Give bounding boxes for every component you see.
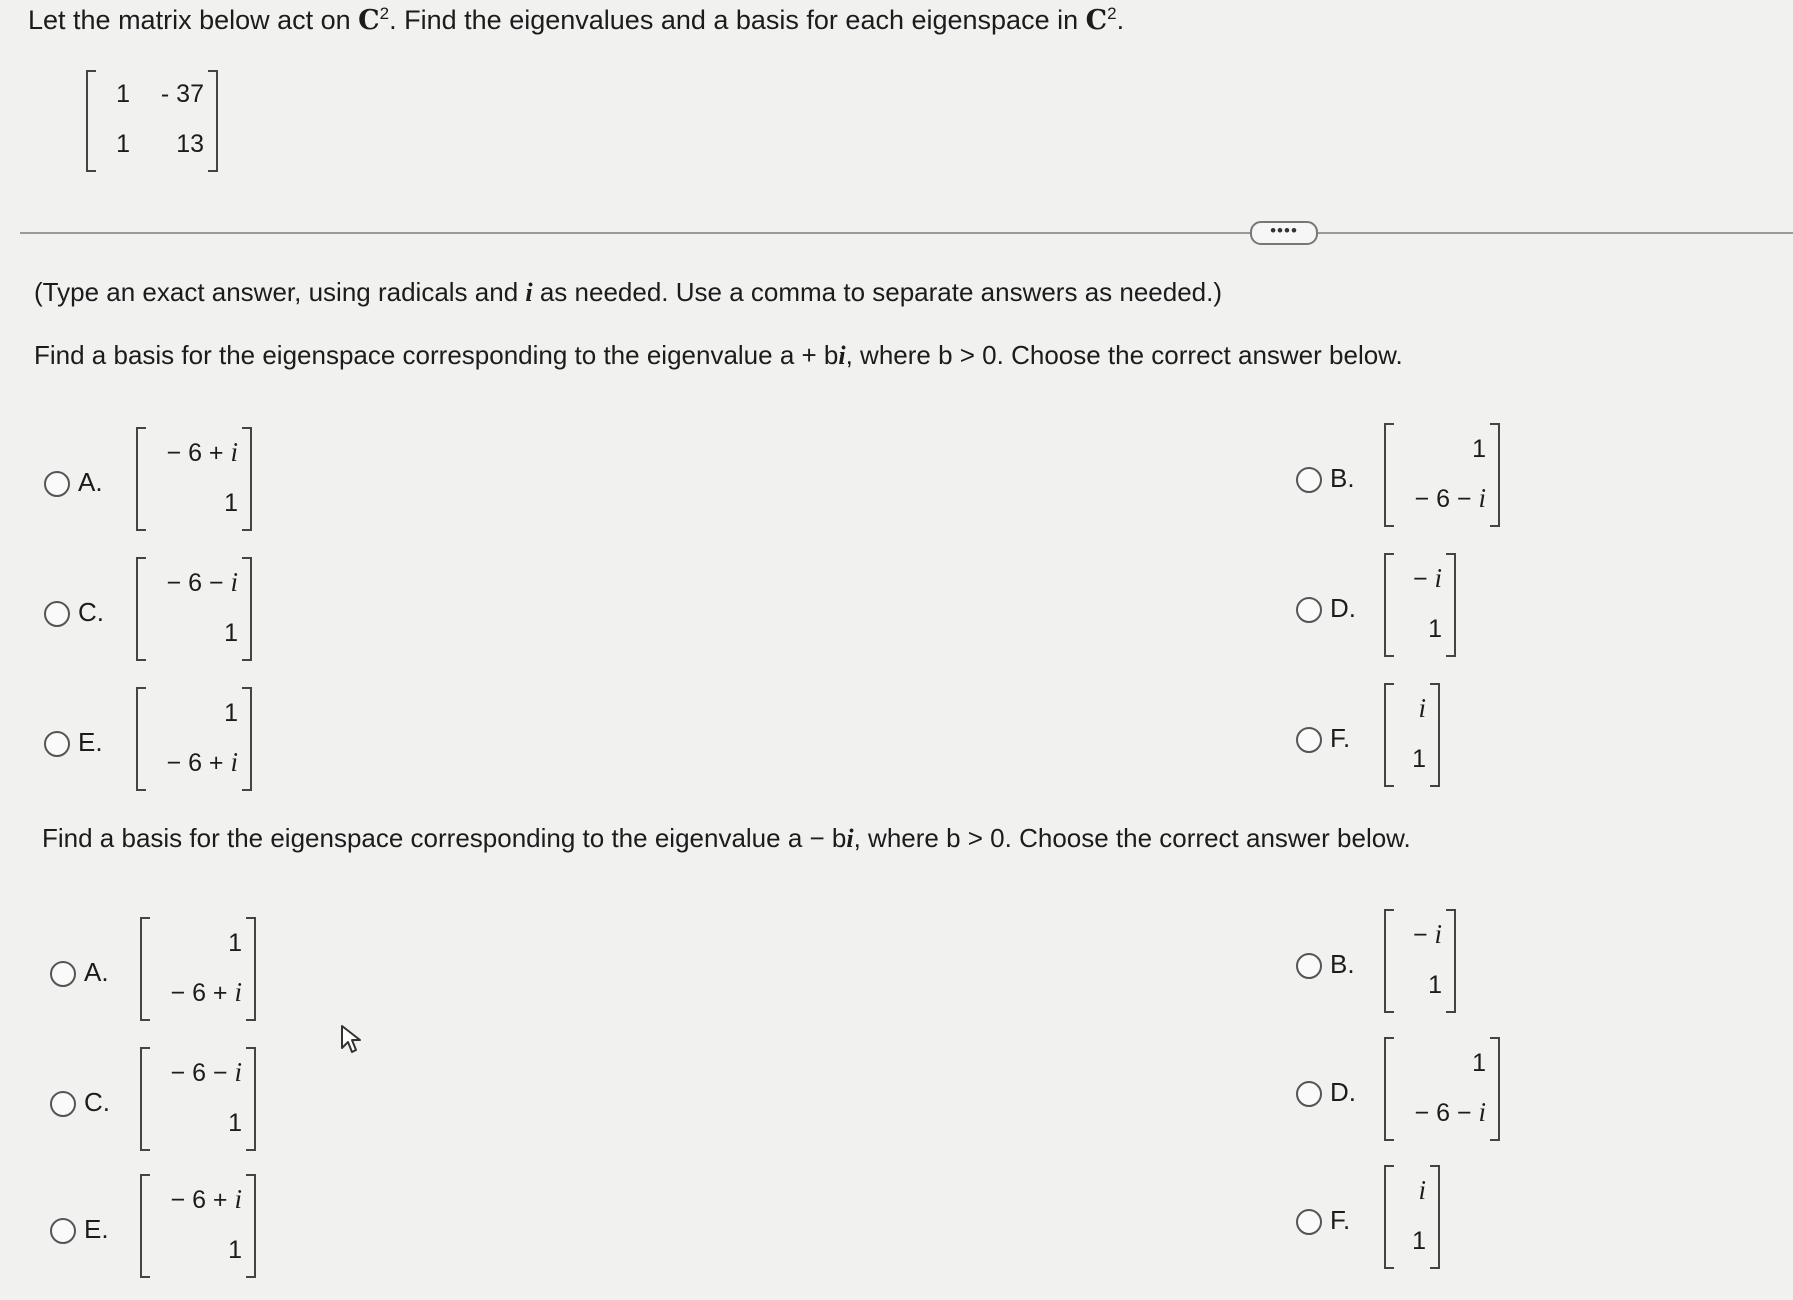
set-power: 2: [379, 4, 390, 23]
q2-option-d-letter: D.: [1330, 1077, 1356, 1107]
vector-bottom-entry: 1: [228, 1109, 242, 1137]
q1-option-d-vector: [1384, 553, 1456, 657]
vector-bottom-entry: − 6 + i: [166, 747, 238, 777]
q1-option-d-letter: D.: [1330, 593, 1356, 623]
question-1-text: [34, 340, 1403, 371]
q1-option-e[interactable]: [44, 685, 264, 805]
q1-option-b-radio[interactable]: [1296, 467, 1322, 493]
q2-option-c-letter: C.: [84, 1087, 110, 1117]
q2-option-d[interactable]: [1296, 1035, 1506, 1155]
q1-option-e-radio[interactable]: [44, 731, 70, 757]
problem-statement: [28, 4, 1124, 36]
q2-option-f-vector: [1384, 1165, 1440, 1269]
vector-bottom-entry: 1: [224, 619, 238, 647]
instruction-text-end: as needed. Use a comma to separate answers as needed.): [532, 277, 1223, 307]
q1-option-c-radio[interactable]: [44, 601, 70, 627]
q1-option-d[interactable]: [1296, 551, 1476, 671]
q1-option-b-letter: B.: [1330, 463, 1355, 493]
vector-top-entry: − 6 + i: [170, 1184, 242, 1214]
vector-right-bracket: [242, 427, 252, 531]
q2-option-a[interactable]: [50, 915, 270, 1035]
q2-option-b-radio[interactable]: [1296, 953, 1322, 979]
q2-option-e-letter: E.: [84, 1214, 109, 1244]
matrix-left-bracket: [86, 70, 96, 172]
vector-left-bracket: [136, 427, 146, 531]
q1-option-d-radio[interactable]: [1296, 597, 1322, 623]
q2-option-b-letter: B.: [1330, 949, 1355, 979]
q1-option-a[interactable]: [44, 425, 264, 545]
q1-option-a-vector: [136, 427, 252, 531]
q1-option-e-vector: [136, 687, 252, 791]
vector-right-bracket: [246, 917, 256, 1021]
q2-option-f-radio[interactable]: [1296, 1209, 1322, 1235]
question-2-text: [42, 823, 1411, 854]
vector-left-bracket: [1384, 553, 1394, 657]
vector-top-entry: − 6 − i: [166, 567, 238, 597]
q1-text-end: , where b > 0. Choose the correct answer below.: [845, 340, 1403, 370]
q2-option-e[interactable]: [50, 1172, 270, 1292]
q1-option-e-letter: E.: [78, 727, 103, 757]
vector-bottom-entry: 1: [1428, 615, 1442, 643]
vector-left-bracket: [136, 687, 146, 791]
imaginary-unit: i: [525, 278, 533, 307]
vector-top-entry: i: [1418, 693, 1426, 723]
vector-left-bracket: [1384, 909, 1394, 1013]
answer-instruction: [34, 277, 1222, 308]
vector-bottom-entry: − 6 − i: [1414, 483, 1486, 513]
vector-right-bracket: [246, 1047, 256, 1151]
vector-top-entry: − 6 − i: [170, 1057, 242, 1087]
vector-top-entry: 1: [224, 699, 238, 727]
prompt-text: Let the matrix below act on: [28, 5, 359, 35]
vector-bottom-entry: 1: [1412, 745, 1426, 773]
instruction-text: (Type an exact answer, using radicals and: [34, 277, 526, 307]
vector-left-bracket: [140, 1174, 150, 1278]
q2-option-d-vector: [1384, 1037, 1500, 1141]
q2-text-end: , where b > 0. Choose the correct answer below.: [853, 823, 1411, 853]
prompt-text-2: . Find the eigenvalues and a basis for each eigenspace in: [389, 5, 1086, 35]
set-power-2: 2: [1107, 4, 1117, 23]
q2-option-f[interactable]: [1296, 1163, 1466, 1283]
given-matrix: [86, 70, 218, 172]
vector-bottom-entry: 1: [228, 1236, 242, 1264]
vector-top-entry: 1: [1472, 435, 1486, 463]
q1-option-c[interactable]: [44, 555, 264, 675]
vector-right-bracket: [1446, 553, 1456, 657]
vector-right-bracket: [1430, 1165, 1440, 1269]
q2-option-c[interactable]: [50, 1045, 270, 1165]
vector-bottom-entry: − 6 − i: [1414, 1097, 1486, 1127]
vector-top-entry: i: [1418, 1175, 1426, 1205]
q1-option-f-radio[interactable]: [1296, 727, 1322, 753]
complex-set-symbol: C: [358, 5, 380, 36]
q1-option-f[interactable]: [1296, 681, 1466, 801]
q2-imaginary-unit: i: [846, 824, 854, 853]
vector-left-bracket: [140, 917, 150, 1021]
vector-bottom-entry: 1: [1412, 1227, 1426, 1255]
matrix-cell-r2c2: 13: [176, 130, 204, 158]
vector-left-bracket: [136, 557, 146, 661]
matrix-cell-r1c2: - 37: [160, 80, 204, 108]
q1-imaginary-unit: i: [838, 341, 846, 370]
q2-option-a-radio[interactable]: [50, 961, 76, 987]
show-more-button[interactable]: ••••: [1250, 221, 1318, 245]
q1-text: Find a basis for the eigenspace corresponding to the eigenvalue a + b: [34, 340, 839, 370]
vector-top-entry: 1: [228, 929, 242, 957]
vector-right-bracket: [1430, 683, 1440, 787]
vector-top-entry: 1: [1472, 1049, 1486, 1077]
q2-option-b-vector: [1384, 909, 1456, 1013]
q2-option-f-letter: F.: [1330, 1205, 1351, 1235]
q1-option-c-vector: [136, 557, 252, 661]
vector-top-entry: − i: [1412, 563, 1442, 593]
q2-text: Find a basis for the eigenspace corresponding to the eigenvalue a − b: [42, 823, 847, 853]
q2-option-a-vector: [140, 917, 256, 1021]
complex-set-symbol-2: C: [1085, 5, 1108, 36]
vector-top-entry: − 6 + i: [166, 437, 238, 467]
q1-option-b-vector: [1384, 423, 1500, 527]
mouse-pointer-icon: [340, 1024, 364, 1059]
q1-option-c-letter: C.: [78, 597, 104, 627]
vector-bottom-entry: − 6 + i: [170, 977, 242, 1007]
vector-left-bracket: [1384, 423, 1394, 527]
q1-option-f-vector: [1384, 683, 1440, 787]
vector-right-bracket: [242, 557, 252, 661]
vector-right-bracket: [1490, 423, 1500, 527]
q2-option-a-letter: A.: [84, 957, 109, 987]
vector-left-bracket: [1384, 683, 1394, 787]
q1-option-a-radio[interactable]: [44, 471, 70, 497]
prompt-end: .: [1116, 5, 1125, 35]
q2-option-e-radio[interactable]: [50, 1218, 76, 1244]
q2-option-e-vector: [140, 1174, 256, 1278]
q2-option-d-radio[interactable]: [1296, 1081, 1322, 1107]
section-divider: [20, 232, 1793, 234]
vector-right-bracket: [246, 1174, 256, 1278]
vector-left-bracket: [1384, 1165, 1394, 1269]
q1-option-f-letter: F.: [1330, 723, 1351, 753]
vector-left-bracket: [140, 1047, 150, 1151]
vector-right-bracket: [1446, 909, 1456, 1013]
matrix-cell-r1c1: 1: [116, 80, 130, 108]
vector-right-bracket: [242, 687, 252, 791]
q2-option-c-vector: [140, 1047, 256, 1151]
q2-option-c-radio[interactable]: [50, 1091, 76, 1117]
vector-bottom-entry: 1: [224, 489, 238, 517]
vector-bottom-entry: 1: [1428, 971, 1442, 999]
q2-option-b[interactable]: [1296, 907, 1476, 1027]
matrix-right-bracket: [208, 70, 218, 172]
vector-left-bracket: [1384, 1037, 1394, 1141]
q1-option-b[interactable]: [1296, 421, 1506, 541]
vector-right-bracket: [1490, 1037, 1500, 1141]
vector-top-entry: − i: [1412, 919, 1442, 949]
matrix-cell-r2c1: 1: [116, 130, 130, 158]
q1-option-a-letter: A.: [78, 467, 103, 497]
